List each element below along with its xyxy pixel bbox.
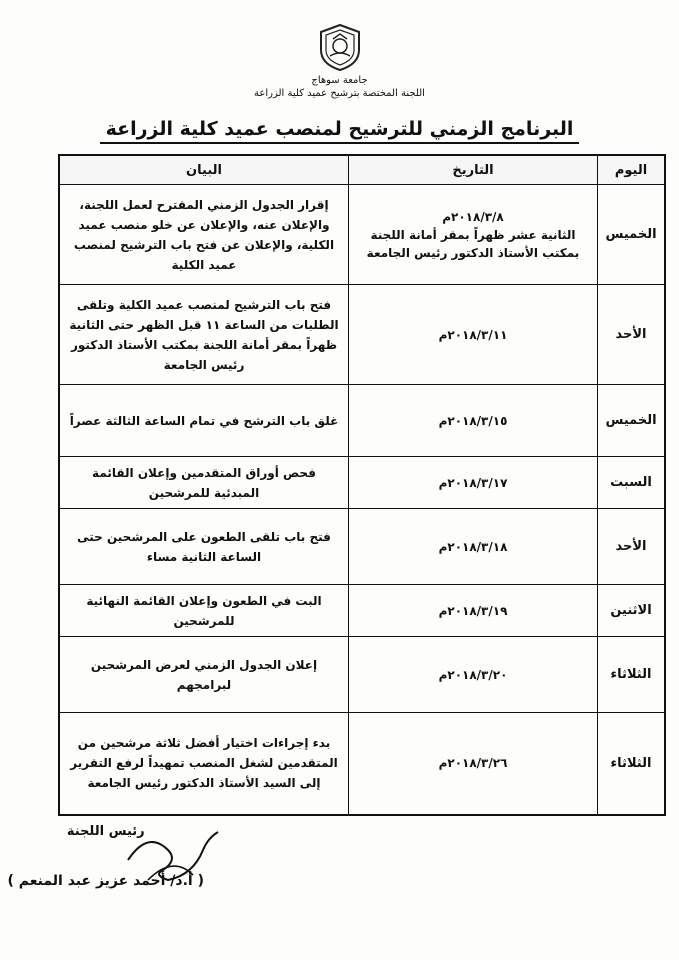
- row-day: الثلاثاء: [598, 713, 666, 815]
- header-description: البيان: [59, 155, 349, 185]
- row-date: [349, 509, 598, 585]
- table-row: [59, 385, 665, 457]
- schedule-table: [58, 154, 666, 816]
- row-date-value: ٢٠١٨/٣/١١م: [438, 327, 508, 342]
- table-row: [59, 285, 665, 385]
- row-date: [349, 585, 598, 637]
- row-description: البت في الطعون وإعلان القائمة النهائية للمرشحين: [59, 585, 349, 637]
- row-date-value: ٢٠١٨/٣/١٩م: [438, 603, 508, 618]
- table-row: [59, 185, 665, 285]
- row-date-value: ٢٠١٨/٣/٢٠م: [438, 667, 508, 682]
- row-date: [349, 385, 598, 457]
- row-date-value: ٢٠١٨/٣/١٧م: [438, 475, 508, 490]
- row-description: غلق باب الترشح في تمام الساعة الثالثة عصراً: [59, 385, 349, 457]
- header-day: اليوم: [598, 155, 666, 185]
- table-row: [59, 713, 665, 815]
- row-date: [349, 713, 598, 815]
- committee-name: اللجنة المختصة بترشيح عميد كلية الزراعة: [254, 88, 425, 99]
- row-date: [349, 637, 598, 713]
- row-date-value: ٢٠١٨/٣/١٨م: [438, 539, 508, 554]
- row-day: الخميس: [598, 185, 666, 285]
- row-day: الثلاثاء: [598, 637, 666, 713]
- university-name: جامعة سوهاج: [311, 75, 368, 86]
- table-row: [59, 637, 665, 713]
- row-description: فتح باب تلقى الطعون على المرشحين حتى الساعة الثانية مساء: [59, 509, 349, 585]
- page-title: البرنامج الزمني للترشيح لمنصب عميد كلية الزراعة: [100, 118, 580, 144]
- table-row: [59, 585, 665, 637]
- table-row: [59, 509, 665, 585]
- row-date-value: ٢٠١٨/٣/٢٦م: [438, 756, 508, 771]
- row-description: بدء إجراءات اختيار أفضل ثلاثة مرشحين من المتقدمين لشغل المنصب تمهيداً لرفع التقرير إلى السيد الأستاذ الدكتور رئيس الجامعة: [59, 713, 349, 815]
- row-day: الأحد: [598, 285, 666, 385]
- row-date-value: ٢٠١٨/٣/٨م: [442, 209, 504, 224]
- row-day: الاثنين: [598, 585, 666, 637]
- table-row: [59, 457, 665, 509]
- signature-name: ( أ.د/ أحمد عزيز عبد المنعم ): [7, 873, 204, 889]
- row-date: [349, 285, 598, 385]
- university-logo: [315, 22, 365, 72]
- row-date-note: الثانية عشر ظهراً بمقر أمانة اللجنة بمكتب الأستاذ الدكتور رئيس الجامعة: [366, 227, 580, 260]
- row-date: [349, 185, 598, 285]
- row-description: فحص أوراق المتقدمين وإعلان القائمة المبدئية للمرشحين: [59, 457, 349, 509]
- signature-title: رئيس اللجنة: [66, 824, 145, 839]
- row-day: الخميس: [598, 385, 666, 457]
- table-header-row: [59, 155, 665, 185]
- header-date: التاريخ: [349, 155, 598, 185]
- row-description: إعلان الجدول الزمني لعرض المرشحين لبرامجهم: [59, 637, 349, 713]
- row-date: [349, 457, 598, 509]
- handwritten-signature-icon: [108, 820, 238, 890]
- row-description: فتح باب الترشيح لمنصب عميد الكلية وتلقى الطلبات من الساعة ١١ قبل الظهر حتى الثانية ظهراً بمقر أمانة اللجنة بمكتب الأستاذ الدكتور رئيس الجامعة: [59, 285, 349, 385]
- row-day: الأحد: [598, 509, 666, 585]
- row-day: السبت: [598, 457, 666, 509]
- row-date-value: ٢٠١٨/٣/١٥م: [438, 413, 508, 428]
- row-description: إقرار الجدول الزمني المقترح لعمل اللجنة، والإعلان عنه، والإعلان عن خلو منصب عميد الكلية، والإعلان عن فتح باب الترشيح لمنصب عميد الكلية: [59, 185, 349, 285]
- document-header: [0, 22, 679, 100]
